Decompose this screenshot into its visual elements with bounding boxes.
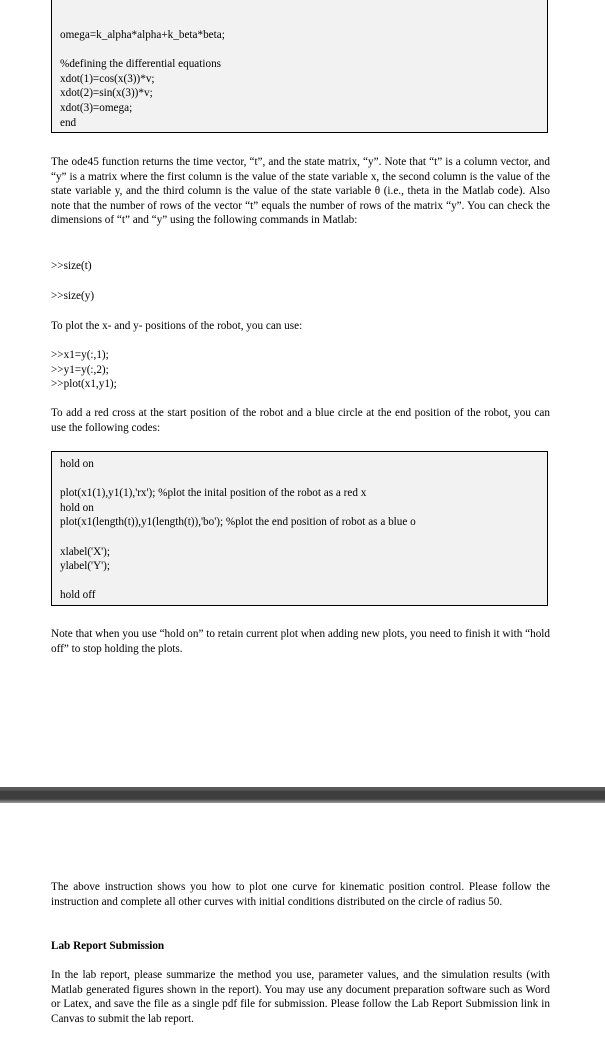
code-block-hold-plot [51,451,548,606]
code-line [60,43,547,58]
code-line: hold off [60,589,96,602]
code-line: xdot(1)=cos(x(3))*v; [60,72,155,85]
code-line: xdot(3)=omega; [60,101,133,114]
code-line: hold on [60,458,94,470]
code-line [60,574,547,589]
paragraph-red-cross-blue-circle: To add a red cross at the start position of the robot and a blue circle at the end position of the robot, you can use the following codes: [51,407,550,434]
command-line: >>y1=y(:,2); [51,363,109,376]
code-line: omega=k_alpha*alpha+k_beta*beta; [60,29,225,41]
plot-commands [51,348,550,392]
code-line: xlabel('X'); [60,545,111,558]
code-block-function-end [51,0,548,133]
code-line: %defining the differential equations [60,58,222,71]
code-line: plot(x1(length(t)),y1(length(t)),'bo'); %plot the end position of robot as a blue o [60,516,416,529]
paragraph-hold-on-note: Note that when you use “hold on” to retain current plot when adding new plots, you need to finish it with “hold off” to stop holding the plots. [51,628,550,655]
document-page-2 [0,803,605,1041]
page-separator [0,787,605,803]
paragraph-plot-intro: To plot the x- and y- positions of the robot, you can use: [51,320,303,332]
paragraph-lab-report: In the lab report, please summarize the method you use, parameter values, and the simulation results (with Matlab generated figures shown in the report). You may use any document preparation software such as Word or Latex, and save the file as a single pdf file for submission. Please follow the Lab Report Submission link in Canvas to submit the lab report. [51,969,550,1025]
code-line: plot(x1(1),y1(1),'rx'); %plot the inital position of the robot as a red x [60,487,367,500]
code-line [60,472,547,487]
code-line: ylabel('Y'); [60,560,111,573]
paragraph-ode45-explanation: The ode45 function returns the time vector, “t”, and the state matrix, “y”. Note that “t” is a column vector, and “y” is a matrix where the first column is the value of the state variable x, the second column is the value of the state variable y, and the third column is the value of the state variable θ (i.e., theta in the Matlab code). Also note that the number of rows of the vector “t” equals the number of rows of the matrix “y”. You can check the dimensions of “t” and “y” using the following commands in Matlab: [51,156,550,227]
code-line: end [60,116,77,129]
command-line: >>x1=y(:,1); [51,349,109,361]
code-line: hold on [60,501,94,514]
command-size-t: >>size(t) [51,260,92,272]
command-line: >>plot(x1,y1); [51,378,117,391]
paragraph-instruction: The above instruction shows you how to plot one curve for kinematic position control. Please follow the instruction and complete all other curves with initial conditions distributed on the circle of radius 50. [51,881,550,908]
code-line: xdot(2)=sin(x(3))*v; [60,87,153,100]
heading-lab-report-submission: Lab Report Submission [51,940,165,952]
code-line [60,530,547,545]
command-size-y: >>size(y) [51,290,95,302]
